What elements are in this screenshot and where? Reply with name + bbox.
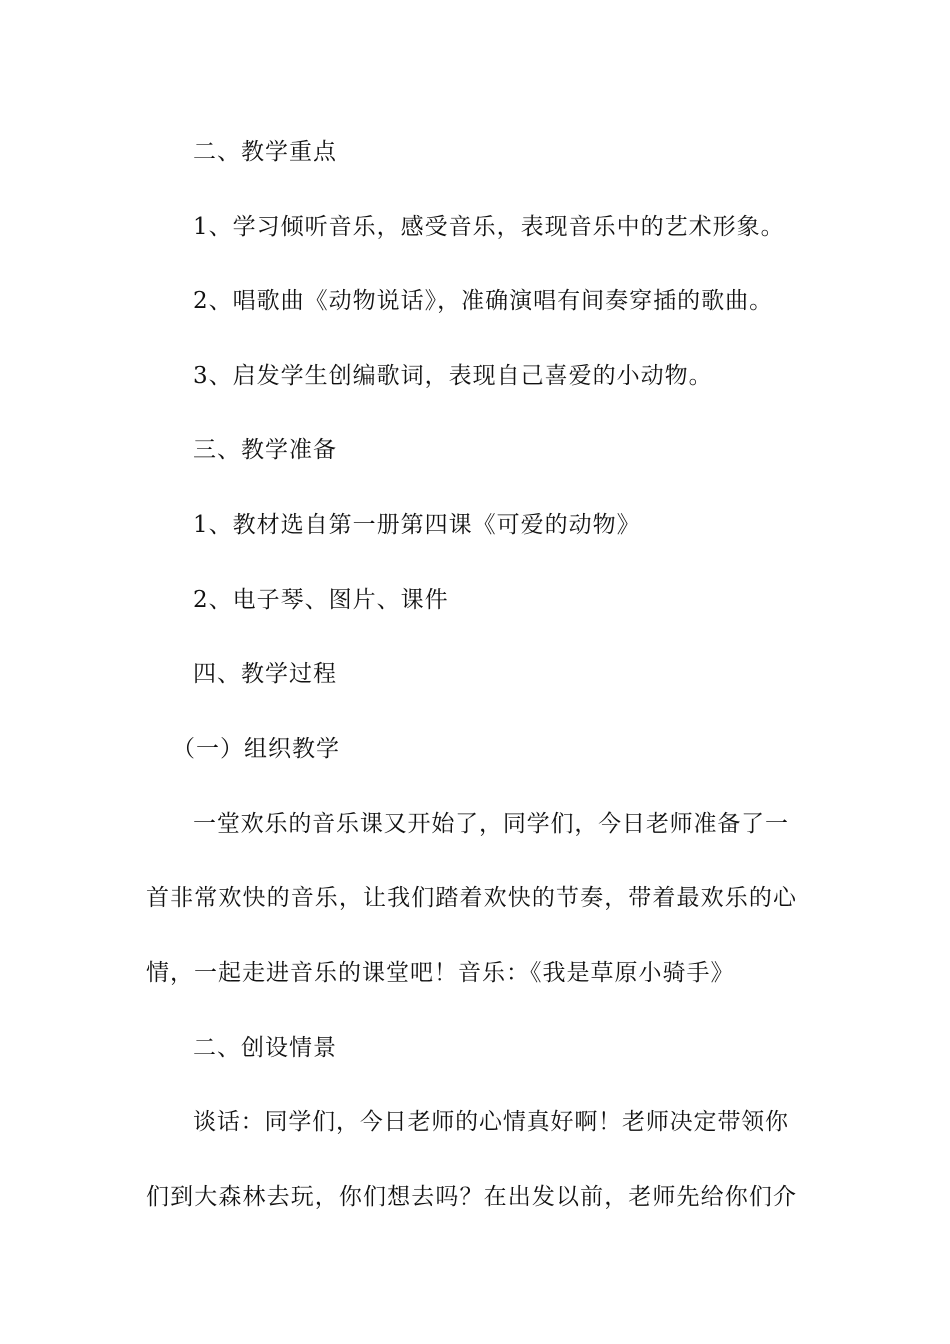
subheading-organize-teaching: （一）组织教学 (172, 736, 340, 762)
paragraph-1-line-1: 一堂欢乐的音乐课又开始了，同学们，今日老师准备了一 (193, 811, 788, 837)
paragraph-1-line-3: 情，一起走进音乐的课堂吧！音乐：《我是草原小骑手》 (146, 960, 735, 986)
paragraph-1-line-2: 首非常欢快的音乐，让我们踏着欢快的节奏，带着最欢乐的心 (146, 885, 796, 911)
heading-create-scenario: 二、创设情景 (193, 1035, 337, 1061)
heading-teaching-preparation: 三、教学准备 (193, 437, 337, 463)
preparation-item-1: 1、教材选自第一册第四课《可爱的动物》 (193, 512, 641, 538)
preparation-item-2: 2、电子琴、图片、课件 (193, 587, 449, 613)
heading-teaching-process: 四、教学过程 (193, 661, 337, 687)
focus-item-1: 1、学习倾听音乐，感受音乐，表现音乐中的艺术形象。 (193, 214, 785, 240)
focus-item-2: 2、唱歌曲《动物说话》，准确演唱有间奏穿插的歌曲。 (193, 288, 774, 314)
paragraph-2-line-1: 谈话：同学们，今日老师的心情真好啊！老师决定带领你 (193, 1109, 788, 1135)
heading-teaching-focus: 二、教学重点 (193, 139, 337, 165)
focus-item-3: 3、启发学生创编歌词，表现自己喜爱的小动物。 (193, 363, 713, 389)
paragraph-2-line-2: 们到大森林去玩，你们想去吗？在出发以前，老师先给你们介 (146, 1184, 796, 1210)
